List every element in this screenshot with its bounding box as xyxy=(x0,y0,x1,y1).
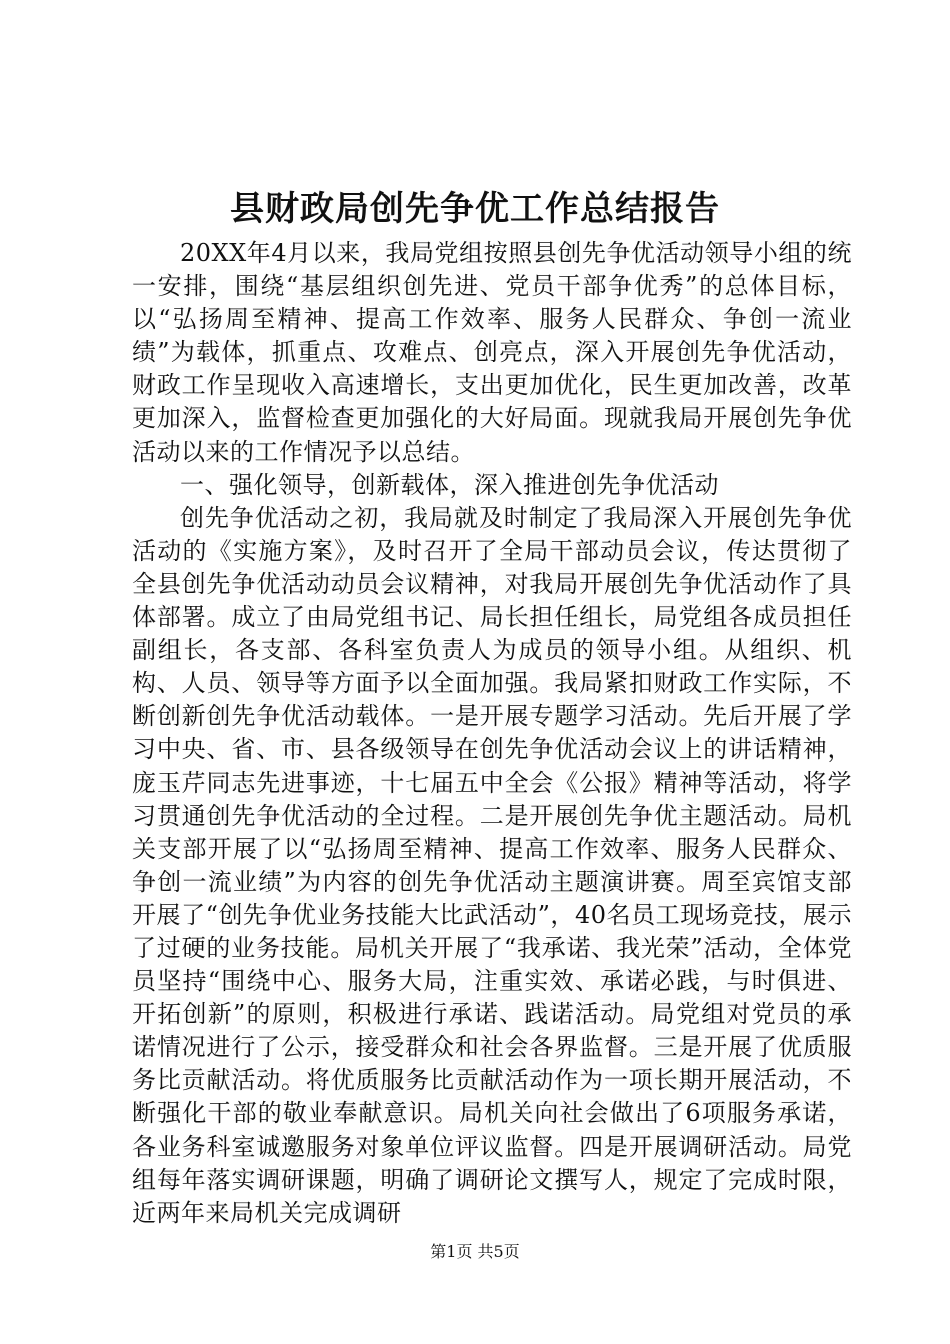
document-title: 县财政局创先争优工作总结报告 xyxy=(230,189,720,229)
page-footer: 第1页 共5页 xyxy=(430,1242,520,1261)
section-paragraph: 创先争优活动之初，我局就及时制定了我局深入开展创先争优活动的《实施方案》，及时召开了全局干部动员会议，传达贯彻了全县创先争优活动动员会议精神，对我局开展创先争优活动作了具体部署。成立了由局党组书记、局长担任组长，局党组各成员担任副组长，各支部、各科室负责人为成员的领导小组。从组织、机构、人员、领导等方面予以全面加强。我局紧扣财政工作实际，不断创新创先争优活动载体。一是开展专题学习活动。先后开展了学习中央、省、市、县各级领导在创先争优活动会议上的讲话精神，庞玉芹同志先进事迹，十七届五中全会《公报》精神等活动，将学习贯通创先争优活动的全过程。二是开展创先争优主题活动。局机关支部开展了以“弘扬周至精神、提高工作效率、服务人民群众、争创一流业绩”为内容的创先争优活动主题演讲赛。周至宾馆支部开展了“创先争优业务技能大比武活动”，40名员工现场竞技，展示了过硬的业务技能。局机关开展了“我承诺、我光荣”活动，全体党员坚持“围绕中心、服务大局，注重实效、承诺必践，与时俱进、开拓创新”的原则，积极进行承诺、践诺活动。局党组对党员的承诺情况进行了公示，接受群众和社会各界监督。三是开展了优质服务比贡献活动。将优质服务比贡献活动作为一项长期开展活动，不断强化干部的敬业奉献意识。局机关向社会做出了6项服务承诺，各业务科室诚邀服务对象单位评议监督。四是开展调研活动。局党组每年落实调研课题，明确了调研论文撰写人，规定了完成时限，近两年来局机关完成调研 xyxy=(132,503,852,1227)
intro-paragraph: 20XX年4月以来，我局党组按照县创先争优活动领导小组的统一安排，围绕“基层组织创先进、党员干部争优秀”的总体目标，以“弘扬周至精神、提高工作效率、服务人民群众、争创一流业绩”为载体，抓重点、攻难点、创亮点，深入开展创先争优活动，财政工作呈现收入高速增长，支出更加优化，民生更加改善，改革更加深入，监督检查更加强化的大好局面。现就我局开展创先争优活动以来的工作情况予以总结。 xyxy=(132,239,852,466)
section-heading: 一、强化领导，创新载体，深入推进创先争优活动 xyxy=(180,470,719,499)
document-body xyxy=(132,237,852,1230)
